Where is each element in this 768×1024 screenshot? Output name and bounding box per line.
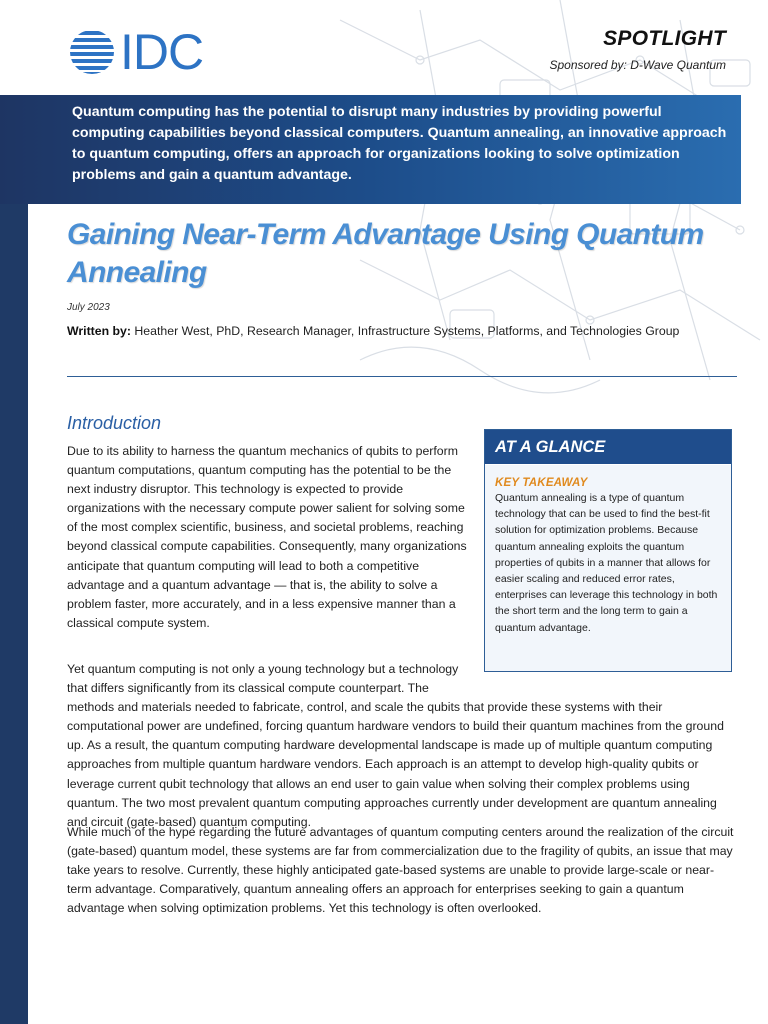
intro-paragraph-2-wrap-text: Yet quantum computing is not only a young technology but a technology that differs significantly from its classical compute counterpart. The	[67, 662, 459, 696]
document-title: Gaining Near-Term Advantage Using Quantum Annealing	[67, 218, 704, 289]
intro-paragraph-2-text: methods and materials needed to fabricate, control, and scale the qubits that provide these systems with their computational power are undefined, forcing quantum hardware vendors to build their quantum machines from the ground up. As a result, the quantum computing hardware developmental landscape is made up of multiple quantum computing approaches from multiple quantum hardware vendors. Each approach is an attempt to develop high-quality qubits or leverage current qubit technology that allows an end user to gain value when solving their complex problems using quantum. The two most prevalent quantum computing approaches currently under development are quantum annealing and circuit (gate-based) quantum computing.	[67, 700, 724, 829]
byline-text: Heather West, PhD, Research Manager, Infrastructure Systems, Platforms, and Technologies Group	[134, 324, 680, 338]
at-a-glance-heading: AT A GLANCE	[485, 430, 731, 464]
idc-logo	[66, 24, 204, 80]
at-a-glance-body	[485, 465, 731, 671]
sponsor-line: Sponsored by: D-Wave Quantum	[549, 58, 726, 72]
logo-text: IDC	[120, 24, 204, 80]
intro-paragraph-3: While much of the hype regarding the future advantages of quantum computing centers around the realization of the circuit (gate-based) quantum model, these systems are far from commercialization due to the fragility of qubits, an issue that may take years to resolve. Currently, these highly anticipated gate-based systems are unable to provide large-scale or near-term advantage. Comparatively, quantum annealing offers an approach for enterprises seeking to gain a quantum advantage when solving optimization problems. Yet this technology is often overlooked.	[67, 825, 734, 916]
section-heading-introduction: Introduction	[67, 413, 162, 433]
key-takeaway-text: Quantum annealing is a type of quantum technology that can be used to find the best-fit solution for optimization problems. Because quantum annealing exploits the quantum properties of qubits in a manner that allows for easier scaling and reduced error rates, enterprises can leverage this technology in both the short term and the long term to gain a quantum advantage.	[495, 492, 718, 634]
spotlight-label: SPOTLIGHT	[603, 27, 726, 50]
key-takeaway-label: KEY TAKEAWAY	[495, 477, 588, 489]
divider	[67, 376, 737, 377]
intro-paragraph-2	[67, 660, 737, 832]
publication-date: July 2023	[67, 302, 110, 313]
summary-banner-text: Quantum computing has the potential to disrupt many industries by providing powerful computing capabilities beyond classical computers. Quantum annealing, an innovative approach to quantum computing, offers an approach for organizations looking to solve optimization problems and gain a quantum advantage.	[72, 104, 727, 183]
globe-icon	[66, 28, 118, 76]
author-byline	[67, 324, 679, 338]
byline-label: Written by:	[67, 324, 131, 338]
left-accent-bar	[0, 95, 28, 1024]
intro-paragraph-1: Due to its ability to harness the quantum mechanics of qubits to perform quantum computations, quantum computing has the potential to be the next industry disruptor. This technology is expected to provide organizations with the necessary compute power salient for solving some of the most complex scientific, business, and societal problems, reaching beyond classical compute capabilities. Consequently, many organizations anticipate that quantum computing will lead to both a competitive advantage and a quantum advantage — that is, the ability to solve a problem faster, more accurately, and in a less expensive manner than a classical compute system.	[67, 444, 467, 630]
at-a-glance-box	[484, 429, 732, 672]
